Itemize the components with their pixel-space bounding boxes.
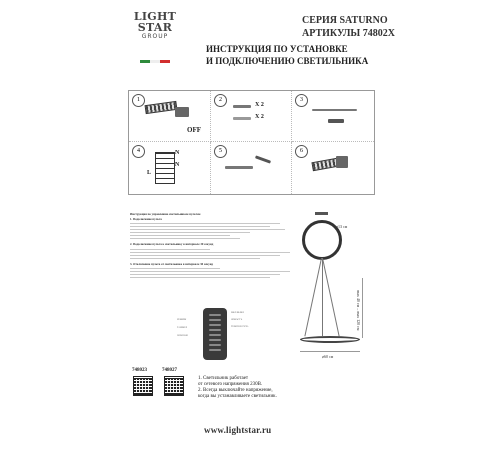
diameter-dimension-line xyxy=(300,351,360,352)
safety-notes xyxy=(198,376,277,400)
tricolor-flag-icon xyxy=(140,60,170,63)
step-number: 6 xyxy=(295,145,308,158)
terminal-block-icon xyxy=(155,152,175,184)
instructions-heading: Инструкция по управлению светильником пультом xyxy=(130,212,201,216)
terminal-l-label: L xyxy=(147,170,152,176)
dowel-icon xyxy=(233,117,251,120)
height-dimension-label: max 40 см – max 120 см xyxy=(356,290,361,331)
bottom-ring-icon xyxy=(300,336,360,343)
title-line-1: ИНСТРУКЦИЯ ПО УСТАНОВКЕ xyxy=(206,44,348,54)
website-link[interactable]: www.lightstar.ru xyxy=(204,425,272,435)
step-1 xyxy=(129,91,211,142)
remote-label-6: НОЧНОЙ xyxy=(177,334,188,337)
remote-control-icon xyxy=(203,308,227,360)
series-block xyxy=(302,14,395,40)
title-line-2: И ПОДКЛЮЧЕНИЮ СВЕТИЛЬНИКА xyxy=(206,56,369,66)
step-1-off-label: OFF xyxy=(187,126,201,134)
cable-right xyxy=(322,258,340,336)
screw-icon xyxy=(233,105,251,108)
ceiling-cover-icon xyxy=(311,158,338,171)
note-line-4: когда вы устанавливаете светильник. xyxy=(198,394,277,399)
ceiling-canopy-icon xyxy=(315,212,328,215)
terminal-n2-label: N xyxy=(175,162,180,168)
logo-line-3: GROUP xyxy=(141,33,169,40)
dowel-count: X 2 xyxy=(255,114,264,120)
canopy-diameter: ø13 см xyxy=(336,224,348,229)
step-6 xyxy=(292,142,374,194)
canopy-icon xyxy=(336,156,348,168)
cable-left xyxy=(304,258,322,336)
note-line-2: от сетевого напряжения 230В. xyxy=(198,382,263,387)
remote-label-4: РЕЖИМ xyxy=(177,318,187,321)
remote-label-3: ТЕМПЕРАТУРА xyxy=(231,325,249,328)
logo-line-2: STAR xyxy=(137,21,173,34)
mount-screw-icon xyxy=(255,155,271,163)
section-1-heading: 1. Подключение пульта xyxy=(130,216,162,221)
section-2-heading: 2. Подключение пульта к светильнику в интервале 30 секунд xyxy=(130,242,214,246)
remote-instructions xyxy=(130,212,298,278)
installation-steps xyxy=(128,90,375,195)
remote-label-5: ТАЙМЕР xyxy=(177,326,188,329)
step-number: 1 xyxy=(132,94,145,107)
remote-label-1: ВКЛ/ВЫКЛ xyxy=(231,311,244,314)
ceiling-mount-icon xyxy=(145,101,178,114)
section-3-heading: 3. Отключение пульта от светильника в интервале 30 секунд xyxy=(130,261,213,266)
brand-logo xyxy=(132,11,178,41)
diameter-label: ø60 см xyxy=(322,354,334,359)
article-748027: 748027 xyxy=(162,368,177,373)
step-number: 4 xyxy=(132,145,145,158)
step-3 xyxy=(292,91,374,142)
height-dimension-line xyxy=(362,278,363,338)
drill-bit-icon xyxy=(328,119,344,123)
step-number: 5 xyxy=(214,145,227,158)
series-name: СЕРИЯ SATURNO xyxy=(302,15,388,26)
top-ring-icon xyxy=(302,220,342,260)
step-4 xyxy=(129,142,211,194)
logo-line-1: LIGHT xyxy=(133,10,177,23)
article-748023: 748023 xyxy=(132,368,147,373)
drill-icon xyxy=(312,109,357,111)
step-number: 3 xyxy=(295,94,308,107)
step-2 xyxy=(211,91,292,142)
cable-center xyxy=(322,258,323,336)
bracket-icon xyxy=(175,107,189,117)
remote-label-2: ЯРКОСТЬ xyxy=(231,318,243,321)
qr-code-icon[interactable] xyxy=(133,376,153,396)
step-number: 2 xyxy=(214,94,227,107)
ceiling-plate-icon xyxy=(225,166,253,169)
step-5 xyxy=(211,142,292,194)
note-line-1: 1. Светильник работает xyxy=(198,376,249,381)
note-line-3: 2. Всегда выключайте напряжение, xyxy=(198,388,273,393)
screw-count: X 2 xyxy=(255,102,264,108)
qr-code-icon[interactable] xyxy=(164,376,184,396)
terminal-n-label: N xyxy=(175,150,180,156)
instruction-title xyxy=(206,43,368,67)
articles-title: АРТИКУЛЫ 74802X xyxy=(302,28,395,39)
